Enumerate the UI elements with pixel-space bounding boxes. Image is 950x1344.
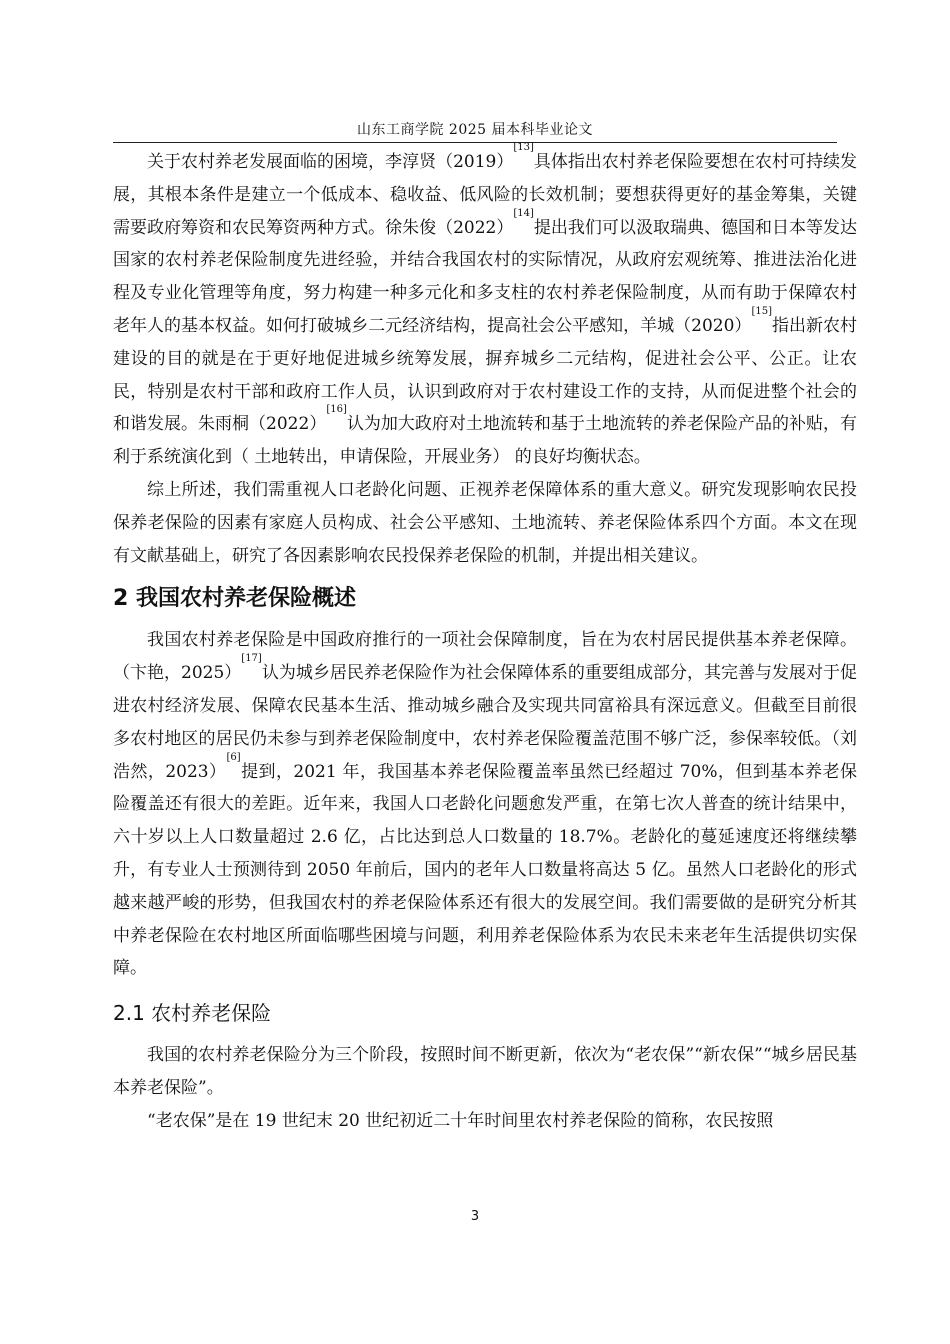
citation-ref: [13] <box>513 142 534 153</box>
paragraph-text: 关于农村养老发展面临的困境，李淳贤（2019） <box>147 152 514 172</box>
citation-ref: [17] <box>241 653 262 665</box>
section-heading-2-1: 2.1 农村养老保险 <box>113 1001 272 1026</box>
page-content <box>113 142 858 1138</box>
page-number: 3 <box>470 1209 480 1224</box>
citation-ref: [16] <box>326 404 347 416</box>
paragraph-text: 认为加大政府对土地流转和基于土地流转的养老保险产品的补贴，有利于系统演化到（ 土地转出，申请保险，开展业务） 的良好均衡状态。 <box>113 414 858 468</box>
citation-ref: [15] <box>751 305 772 317</box>
paragraph-literature-difficulties <box>113 142 858 474</box>
paragraph-three-stages: 我国的农村养老保险分为三个阶段，按照时间不断更新，依次为“老农保”“新农保”“城乡居民基本养老保险”。 <box>113 1045 857 1098</box>
paragraph-text: 认为城乡居民养老保险作为社会保障体系的重要组成部分，其完善与发展对于促进农村经济发展、保障农民基本生活、推动城乡融合及实现共同富裕具有深远意义。但截至目前很多农村地区的居民仍未参与到养老保险制度中，农村养老保险覆盖范围不够广泛，参保率较低。（刘浩然，2023） <box>113 663 857 782</box>
paragraph-old-rural-insurance: “老农保”是在 19 世纪末 20 世纪初近二十年时间里农村养老保险的简称，农民按照 <box>147 1110 774 1131</box>
paragraph-text: 提出我们可以汲取瑞典、德国和日本等发达国家的农村养老保险制度先进经验，并结合我国农村的实际情况，从政府宏观统筹、推进法治化进程及专业化管理等角度，努力构建一种多元化和多支柱的农村养老保险制度，从而有助于保障农村老年人的基本权益。如何打破城乡二元经济结构，提高社会公平感知，羊城（2020） <box>113 217 857 336</box>
running-header: 山东工商学院 2025 届本科毕业论文 <box>113 118 837 143</box>
section-heading-2: 2 我国农村养老保险概述 <box>113 586 356 612</box>
citation-ref: [14] <box>513 207 534 219</box>
paragraph-text: 具体指出农村养老保险要想在农村可持续发展，其根本条件是建立一个低成本、稳收益、低风险的长效机制；要想获得更好的基金筹集，关键需要政府筹资和农民筹资两种方式。徐朱俊（2022） <box>113 152 858 238</box>
paragraph-text: 我国农村养老保险是中国政府推行的一项社会保障制度，旨在为农村居民提供基本养老保障。（卞艳，2025） <box>113 630 857 684</box>
paragraph-text: 指出新农村建设的目的就是在于更好地促进城乡统筹发展，摒弃城乡二元结构，促进社会公平、公正。让农民，特别是农村干部和政府工作人员，认识到政府对于农村建设工作的支持，从而促进整个社会的和谐发展。朱雨桐（2022） <box>113 315 858 435</box>
citation-ref: [6] <box>226 751 241 763</box>
paragraph-summary: 综上所述，我们需重视人口老龄化问题、正视养老保障体系的重大意义。研究发现影响农民投保养老保险的因素有家庭人员构成、社会公平感知、土地流转、养老保险体系四个方面。本文在现有文献基础上，研究了各因素影响农民投保养老保险的机制，并提出相关建议。 <box>113 479 857 566</box>
paragraph-overview <box>113 624 857 985</box>
paragraph-text: 提到，2021 年，我国基本养老保险覆盖率虽然已经超过 70%，但到基本养老保险覆盖还有很大的差距。近年来，我国人口老龄化问题愈发严重，在第七次人普查的统计结果中，六十岁以上人口数量超过 2.6 亿，占比达到总人口数量的 18.7%。老龄化的蔓延速度还将继续攀升，有专业人士预测待到 2050 年前后，国内的老年人口数量将高达 5 亿。虽然人口老龄化的形式越来越严峻的形势，但我国农村的养老保险体系还有很大的发展空间。我们需要做的是研究分析其中养老保险在农村地区所面临哪些困境与问题，利用养老保险体系为农民未来老年生活提供切实保障。 <box>113 761 858 979</box>
